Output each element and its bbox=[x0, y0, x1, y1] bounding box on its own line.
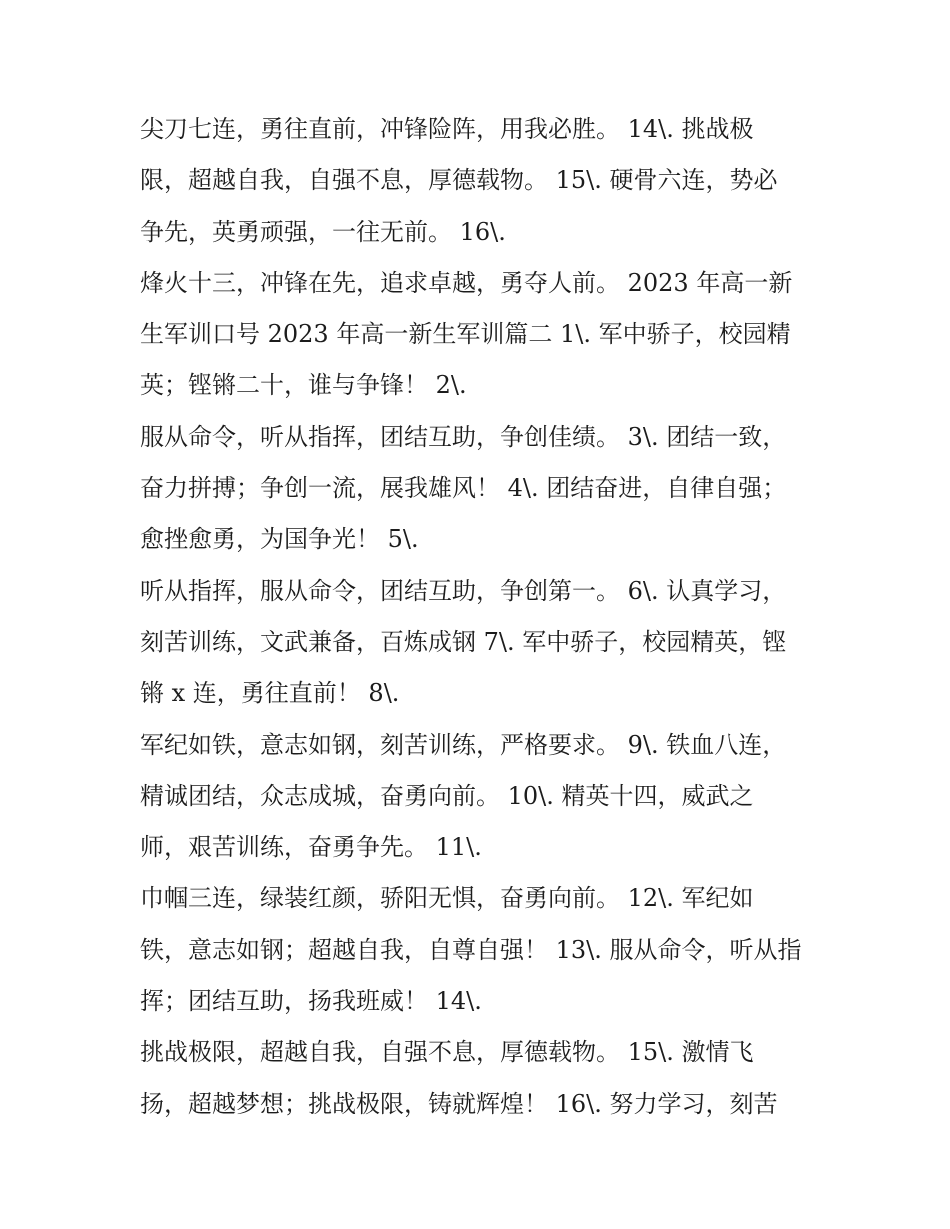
text-line: 铁，意志如钢；超越自我，自尊自强！ 13\. 服从命令，听从指 bbox=[140, 935, 802, 964]
text-line: 奋力拼搏；争创一流，展我雄风！ 4\. 团结奋进，自律自强； bbox=[140, 474, 787, 503]
text-line: 师，艰苦训练，奋勇争先。 11\. bbox=[140, 833, 482, 862]
text-line: 生军训口号 2023 年高一新生军训篇二 1\. 军中骄子，校园精 bbox=[140, 320, 791, 349]
text-line: 服从命令，听从指挥，团结互助，争创佳绩。 3\. 团结一致， bbox=[140, 422, 787, 451]
text-line: 争先，英勇顽强，一往无前。 16\. bbox=[140, 217, 506, 246]
text-line: 刻苦训练，文武兼备，百炼成钢 7\. 军中骄子，校园精英，铿 bbox=[140, 627, 787, 656]
document-body bbox=[140, 104, 840, 1130]
text-line: 限，超越自我，自强不息，厚德载物。 15\. 硬骨六连，势必 bbox=[140, 166, 778, 195]
text-line: 愈挫愈勇，为国争光！ 5\. bbox=[140, 525, 419, 554]
text-line: 挑战极限，超越自我，自强不息，厚德载物。 15\. 激情飞 bbox=[140, 1038, 754, 1067]
text-line: 听从指挥，服从命令，团结互助，争创第一。 6\. 认真学习， bbox=[140, 576, 787, 605]
text-line: 精诚团结，众志成城，奋勇向前。 10\. 精英十四，威武之 bbox=[140, 781, 754, 810]
text-line: 英；铿锵二十，谁与争锋！ 2\. bbox=[140, 371, 467, 400]
text-line: 扬，超越梦想；挑战极限，铸就辉煌！ 16\. 努力学习，刻苦 bbox=[140, 1089, 778, 1118]
text-line: 军纪如铁，意志如钢，刻苦训练，严格要求。 9\. 铁血八连， bbox=[140, 730, 787, 759]
text-line: 锵 x 连，勇往直前！ 8\. bbox=[140, 679, 400, 708]
text-line: 烽火十三，冲锋在先，追求卓越，勇夺人前。 2023 年高一新 bbox=[140, 268, 793, 297]
text-line: 挥；团结互助，扬我班威！ 14\. bbox=[140, 987, 482, 1016]
text-line: 巾帼三连，绿装红颜，骄阳无惧，奋勇向前。 12\. 军纪如 bbox=[140, 884, 754, 913]
text-line: 尖刀七连，勇往直前，冲锋险阵，用我必胜。 14\. 挑战极 bbox=[140, 115, 754, 143]
